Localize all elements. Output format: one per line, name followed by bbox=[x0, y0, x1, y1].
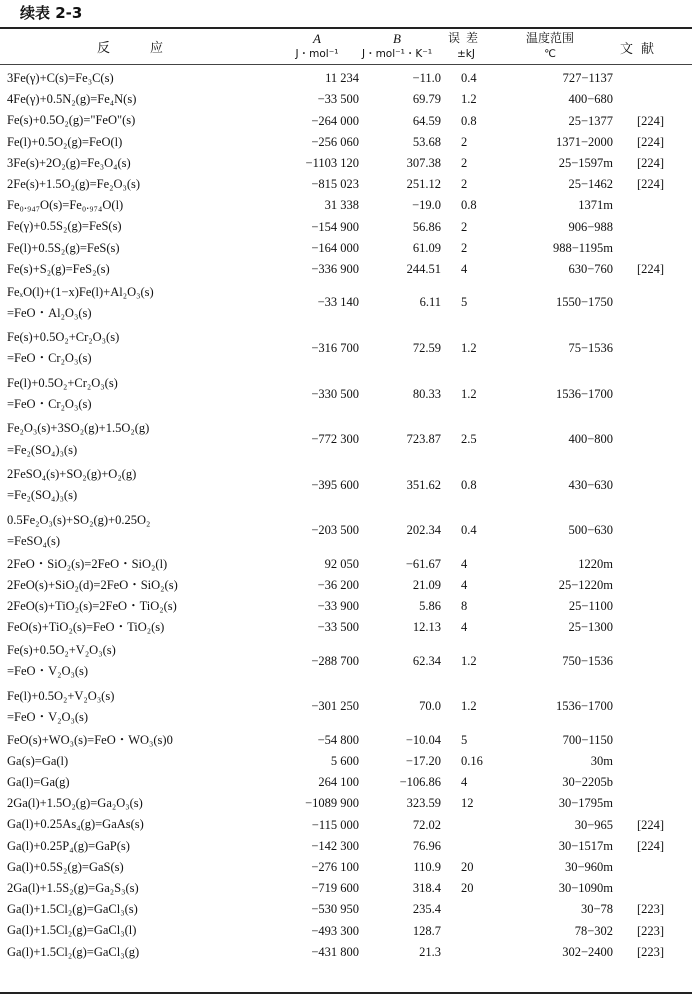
b-value: 235.4 bbox=[412, 902, 441, 917]
temp-range: 25−1220m bbox=[558, 577, 613, 592]
reference bbox=[613, 554, 692, 575]
table-row bbox=[0, 110, 692, 131]
header-b-symbol: B bbox=[393, 31, 401, 46]
b-value: −19.0 bbox=[412, 198, 441, 213]
error-value: 2 bbox=[461, 155, 468, 170]
reaction-line: 2Ga(l)+1.5O₂(g)=Ga₂O₃(s) bbox=[7, 796, 143, 811]
error-value: 5 bbox=[461, 732, 468, 747]
header-rule bbox=[0, 64, 692, 65]
reference bbox=[613, 772, 692, 793]
temp-range: 30−1795m bbox=[558, 796, 613, 811]
reference bbox=[613, 575, 692, 596]
reaction-line: FeO(s)+WO₃(s)=FeO・WO₃(s)0 bbox=[7, 732, 173, 747]
b-value: −17.20 bbox=[405, 753, 441, 768]
b-value: 61.09 bbox=[412, 240, 441, 255]
temp-range: 430−630 bbox=[568, 477, 613, 492]
error-value: 2 bbox=[461, 177, 468, 192]
b-value: 251.12 bbox=[406, 177, 441, 192]
error-value bbox=[441, 920, 513, 941]
reaction-line: Fe(s)+S₂(g)=FeS₂(s) bbox=[7, 261, 110, 276]
reaction-line: Fe(s)+0.5O₂+V₂O₃(s) bbox=[7, 643, 116, 657]
table-body bbox=[0, 68, 692, 963]
temp-range: 30−960m bbox=[564, 859, 613, 874]
a-value: −264 000 bbox=[311, 113, 359, 128]
reaction-cell bbox=[0, 836, 275, 857]
a-value: −530 950 bbox=[311, 902, 359, 917]
reference bbox=[613, 417, 692, 463]
reference: [224] bbox=[637, 261, 665, 276]
header-temp bbox=[510, 30, 590, 62]
reference bbox=[613, 751, 692, 772]
b-value: 323.59 bbox=[406, 796, 441, 811]
reference bbox=[613, 793, 692, 814]
a-value: −36 200 bbox=[317, 577, 359, 592]
reaction-line: Ga(l)+0.5S₂(g)=GaS(s) bbox=[7, 859, 124, 874]
reaction-cell bbox=[0, 259, 275, 280]
table-row bbox=[0, 259, 692, 280]
temp-range: 1371−2000 bbox=[555, 134, 613, 149]
reaction-line: Ga(l)+0.25P₄(g)=GaP(s) bbox=[7, 838, 130, 853]
error-value: 4 bbox=[461, 620, 468, 635]
reaction-cell bbox=[0, 596, 275, 617]
b-value: 64.59 bbox=[412, 113, 441, 128]
reference: [224] bbox=[637, 838, 665, 853]
reaction-cell bbox=[0, 280, 275, 326]
a-value: −330 500 bbox=[311, 386, 359, 401]
b-value: 56.86 bbox=[412, 219, 441, 234]
a-value: −33 500 bbox=[317, 92, 359, 107]
reaction-line: 2FeO・SiO₂(s)=2FeO・SiO₂(l) bbox=[7, 556, 168, 571]
a-value: −336 900 bbox=[311, 261, 359, 276]
reference bbox=[613, 280, 692, 326]
error-value bbox=[441, 899, 513, 920]
reaction-line: Fe₂O₃(s)+3SO₂(g)+1.5O₂(g) bbox=[7, 421, 150, 436]
table-row bbox=[0, 814, 692, 835]
table-row bbox=[0, 508, 692, 554]
reaction-line: Ga(l)+1.5Cl₂(g)=GaCl₃(g) bbox=[7, 944, 140, 959]
error-value: 4 bbox=[461, 577, 468, 592]
b-value: 110.9 bbox=[413, 859, 441, 874]
header-temp-unit: ℃ bbox=[544, 48, 556, 60]
table-row bbox=[0, 326, 692, 372]
temp-range: 25−1597m bbox=[558, 155, 613, 170]
reference bbox=[613, 878, 692, 899]
a-value: −203 500 bbox=[311, 523, 359, 538]
top-rule bbox=[0, 27, 692, 29]
reaction-cell bbox=[0, 195, 275, 216]
temp-range: 500−630 bbox=[568, 523, 613, 538]
reaction-cell bbox=[0, 132, 275, 153]
reaction-cell bbox=[0, 751, 275, 772]
reaction-line: Fe(l)+0.5O₂+V₂O₃(s) bbox=[7, 688, 115, 703]
reaction-line: Ga(l)+0.25As₄(g)=GaAs(s) bbox=[7, 817, 144, 832]
reaction-line: Fe(s)+0.5O₂+Cr₂O₃(s) bbox=[7, 330, 120, 345]
reaction-line: FeO(s)+TiO₂(s)=FeO・TiO₂(s) bbox=[7, 620, 165, 635]
reaction-cell bbox=[0, 730, 275, 751]
table-row bbox=[0, 575, 692, 596]
reaction-cell bbox=[0, 617, 275, 638]
error-value: 0.8 bbox=[461, 477, 477, 492]
a-value: −288 700 bbox=[311, 653, 359, 668]
temp-range: 1536−1700 bbox=[555, 386, 613, 401]
temp-range: 78−302 bbox=[574, 923, 613, 938]
b-value: −61.67 bbox=[405, 556, 441, 571]
header-a-symbol: A bbox=[313, 31, 321, 46]
reaction-cell bbox=[0, 110, 275, 131]
error-value: 0.16 bbox=[461, 753, 483, 768]
b-value: 80.33 bbox=[412, 386, 441, 401]
reaction-line: Ga(l)+1.5Cl₂(g)=GaCl₃(l) bbox=[7, 923, 137, 938]
reaction-line-2: =FeO・V₂O₃(s) bbox=[7, 664, 89, 679]
header-b bbox=[354, 30, 440, 62]
error-value: 2 bbox=[461, 134, 468, 149]
error-value: 5 bbox=[461, 295, 468, 310]
reference: [224] bbox=[637, 113, 665, 128]
table-row bbox=[0, 153, 692, 174]
table-row bbox=[0, 793, 692, 814]
temp-range: 30−1090m bbox=[558, 881, 613, 896]
reference bbox=[613, 326, 692, 372]
header-a bbox=[286, 30, 348, 62]
reaction-cell bbox=[0, 684, 275, 730]
a-value: −301 250 bbox=[311, 699, 359, 714]
a-value: −1103 120 bbox=[305, 155, 359, 170]
b-value: 70.0 bbox=[419, 699, 441, 714]
b-value: 12.13 bbox=[412, 620, 441, 635]
reaction-line: 0.5Fe₂O₃(s)+SO₂(g)+0.25O₂ bbox=[7, 512, 151, 527]
temp-range: 30−1517m bbox=[558, 838, 613, 853]
error-value: 0.8 bbox=[461, 113, 477, 128]
a-value: 31 338 bbox=[324, 198, 359, 213]
reaction-line-2: =Fe₂(SO₄)₃(s) bbox=[7, 442, 78, 457]
reference bbox=[613, 195, 692, 216]
table-row bbox=[0, 617, 692, 638]
reaction-cell bbox=[0, 174, 275, 195]
reference bbox=[613, 508, 692, 554]
error-value: 0.4 bbox=[461, 523, 477, 538]
reaction-cell bbox=[0, 793, 275, 814]
table-row bbox=[0, 684, 692, 730]
table-row bbox=[0, 638, 692, 684]
b-value: 72.59 bbox=[412, 340, 441, 355]
error-value: 20 bbox=[461, 881, 474, 896]
reaction-cell bbox=[0, 153, 275, 174]
error-value: 20 bbox=[461, 859, 474, 874]
reaction-cell bbox=[0, 216, 275, 237]
error-value: 1.2 bbox=[461, 340, 477, 355]
error-value: 0.8 bbox=[461, 198, 477, 213]
table-row bbox=[0, 857, 692, 878]
reaction-line: Fe₀.₉₄₇O(s)=Fe₀.₉₇₄O(l) bbox=[7, 198, 124, 213]
reference bbox=[613, 684, 692, 730]
reference bbox=[613, 596, 692, 617]
b-value: 62.34 bbox=[412, 653, 441, 668]
b-value: 6.11 bbox=[419, 295, 441, 310]
table-row bbox=[0, 730, 692, 751]
a-value: −719 600 bbox=[311, 881, 359, 896]
temp-range: 400−680 bbox=[568, 92, 613, 107]
table-row bbox=[0, 772, 692, 793]
a-value: −493 300 bbox=[311, 923, 359, 938]
error-value: 2 bbox=[461, 219, 468, 234]
reaction-cell bbox=[0, 508, 275, 554]
reference bbox=[613, 371, 692, 417]
table-row bbox=[0, 462, 692, 508]
a-value: 264 100 bbox=[318, 775, 359, 790]
reaction-line: Fe(l)+0.5O₂+Cr₂O₃(s) bbox=[7, 375, 118, 390]
table-row bbox=[0, 942, 692, 963]
b-value: 21.3 bbox=[419, 944, 441, 959]
reaction-line-2: =FeSO₄(s) bbox=[7, 533, 61, 548]
a-value: −1089 900 bbox=[305, 796, 359, 811]
table-row bbox=[0, 216, 692, 237]
b-value: 76.96 bbox=[412, 838, 441, 853]
table-row bbox=[0, 371, 692, 417]
bottom-rule bbox=[0, 992, 692, 994]
reaction-cell bbox=[0, 238, 275, 259]
reaction-cell bbox=[0, 857, 275, 878]
reaction-line-2: =FeO・Al₂O₃(s) bbox=[7, 305, 92, 320]
temp-range: 988−1195m bbox=[552, 240, 613, 255]
b-value: 351.62 bbox=[406, 477, 441, 492]
reference: [223] bbox=[637, 902, 665, 917]
table-row bbox=[0, 195, 692, 216]
error-value: 1.2 bbox=[461, 699, 477, 714]
header-temp-label: 温度范围 bbox=[525, 31, 574, 45]
temp-range: 1550−1750 bbox=[555, 295, 613, 310]
temp-range: 30−965 bbox=[574, 817, 613, 832]
reaction-line-2: =Fe₂(SO₄)₃(s) bbox=[7, 488, 78, 503]
error-value: 0.4 bbox=[461, 71, 477, 86]
reaction-cell bbox=[0, 68, 275, 89]
table-row bbox=[0, 836, 692, 857]
reaction-cell bbox=[0, 462, 275, 508]
table-row bbox=[0, 417, 692, 463]
a-value: −33 140 bbox=[317, 295, 359, 310]
temp-range: 25−1462 bbox=[568, 177, 613, 192]
header-reaction: 反应 bbox=[96, 41, 203, 56]
reference: [223] bbox=[637, 923, 665, 938]
reaction-line: Ga(l)+1.5Cl₂(g)=GaCl₃(s) bbox=[7, 902, 138, 917]
reference bbox=[613, 638, 692, 684]
reaction-cell bbox=[0, 878, 275, 899]
b-value: 69.79 bbox=[412, 92, 441, 107]
a-value: −142 300 bbox=[311, 838, 359, 853]
error-value bbox=[441, 814, 513, 835]
table-row bbox=[0, 596, 692, 617]
table-row bbox=[0, 920, 692, 941]
error-value: 2.5 bbox=[461, 432, 477, 447]
temp-range: 1220m bbox=[578, 556, 613, 571]
reference bbox=[613, 462, 692, 508]
reaction-line: 4Fe(γ)+0.5N₂(g)=Fe₄N(s) bbox=[7, 92, 137, 107]
error-value: 1.2 bbox=[461, 653, 477, 668]
reaction-cell bbox=[0, 417, 275, 463]
error-value: 8 bbox=[461, 599, 468, 614]
reaction-cell bbox=[0, 554, 275, 575]
temp-range: 30m bbox=[590, 753, 613, 768]
error-value: 1.2 bbox=[461, 386, 477, 401]
b-value: −10.04 bbox=[405, 732, 441, 747]
reaction-cell bbox=[0, 920, 275, 941]
a-value: −154 900 bbox=[311, 219, 359, 234]
temp-range: 630−760 bbox=[568, 261, 613, 276]
b-value: 72.02 bbox=[412, 817, 441, 832]
header-error-unit: ±kJ bbox=[457, 48, 475, 60]
table-row bbox=[0, 132, 692, 153]
a-value: −431 800 bbox=[311, 944, 359, 959]
temp-range: 25−1377 bbox=[568, 113, 613, 128]
temp-range: 700−1150 bbox=[562, 732, 613, 747]
reference bbox=[613, 68, 692, 89]
reaction-line-2: =FeO・Cr₂O₃(s) bbox=[7, 351, 92, 366]
a-value: −115 000 bbox=[311, 817, 359, 832]
a-value: 5 600 bbox=[330, 753, 359, 768]
reference bbox=[613, 216, 692, 237]
reaction-cell bbox=[0, 942, 275, 963]
table-caption: 续表 2-3 bbox=[20, 4, 83, 22]
a-value: −316 700 bbox=[311, 340, 359, 355]
reference bbox=[613, 857, 692, 878]
reaction-line: 3Fe(γ)+C(s)=Fe₃C(s) bbox=[7, 71, 114, 85]
reaction-line: Fe(s)+0.5O₂(g)="FeO"(s) bbox=[7, 113, 136, 128]
reference: [224] bbox=[637, 817, 665, 832]
temp-range: 750−1536 bbox=[562, 653, 613, 668]
a-value: −33 500 bbox=[317, 620, 359, 635]
b-value: 723.87 bbox=[406, 432, 441, 447]
reaction-cell bbox=[0, 772, 275, 793]
reference: [223] bbox=[637, 944, 665, 959]
b-value: 128.7 bbox=[412, 923, 441, 938]
temp-range: 30−2205b bbox=[562, 775, 613, 790]
table-row bbox=[0, 68, 692, 89]
a-value: −54 800 bbox=[317, 732, 359, 747]
table-row bbox=[0, 554, 692, 575]
table-row bbox=[0, 89, 692, 110]
error-value: 4 bbox=[461, 775, 468, 790]
error-value: 4 bbox=[461, 261, 468, 276]
table-row bbox=[0, 174, 692, 195]
b-value: −11.0 bbox=[412, 71, 441, 86]
header-error-label: 误差 bbox=[447, 31, 484, 45]
reaction-line-2: =FeO・V₂O₃(s) bbox=[7, 709, 89, 724]
error-value: 2 bbox=[461, 240, 468, 255]
reference: [224] bbox=[637, 177, 665, 192]
b-value: 53.68 bbox=[412, 134, 441, 149]
reference bbox=[613, 89, 692, 110]
reaction-cell bbox=[0, 89, 275, 110]
a-value: −33 900 bbox=[317, 599, 359, 614]
b-value: 202.34 bbox=[406, 523, 441, 538]
error-value bbox=[441, 942, 513, 963]
temp-range: 1371m bbox=[578, 198, 613, 213]
error-value: 12 bbox=[461, 796, 474, 811]
temp-range: 906−988 bbox=[568, 219, 613, 234]
error-value bbox=[441, 836, 513, 857]
b-value: 307.38 bbox=[406, 155, 441, 170]
temp-range: 25−1300 bbox=[568, 620, 613, 635]
reaction-line: 2Fe(s)+1.5O₂(g)=Fe₂O₃(s) bbox=[7, 177, 141, 192]
reaction-line: 3Fe(s)+2O₂(g)=Fe₃O₄(s) bbox=[7, 155, 131, 170]
reaction-line: Ga(l)=Ga(g) bbox=[7, 775, 70, 789]
a-value: −395 600 bbox=[311, 477, 359, 492]
b-value: 5.86 bbox=[419, 599, 441, 614]
a-value: −815 023 bbox=[311, 177, 359, 192]
reaction-line: Fe(l)+0.5O₂(g)=FeO(l) bbox=[7, 134, 123, 149]
data-table bbox=[0, 68, 692, 963]
b-value: −106.86 bbox=[399, 775, 441, 790]
temp-range: 1536−1700 bbox=[555, 699, 613, 714]
a-value: −276 100 bbox=[311, 859, 359, 874]
temp-range: 400−800 bbox=[568, 432, 613, 447]
b-value: 318.4 bbox=[412, 881, 441, 896]
a-value: −256 060 bbox=[311, 134, 359, 149]
a-value: 11 234 bbox=[325, 71, 359, 86]
temp-range: 30−78 bbox=[580, 902, 613, 917]
header-b-unit: J・mol⁻¹・K⁻¹ bbox=[361, 48, 433, 60]
reaction-line: FeₓO(l)+(1−x)Fe(l)+Al₂O₃(s) bbox=[7, 284, 154, 299]
reaction-cell bbox=[0, 326, 275, 372]
reaction-line: Fe(l)+0.5S₂(g)=FeS(s) bbox=[7, 240, 120, 255]
a-value: 92 050 bbox=[324, 556, 359, 571]
reaction-line-2: =FeO・Cr₂O₃(s) bbox=[7, 397, 92, 412]
table-row bbox=[0, 751, 692, 772]
error-value: 1.2 bbox=[461, 92, 477, 107]
reaction-cell bbox=[0, 575, 275, 596]
temp-range: 727−1137 bbox=[562, 71, 613, 86]
reaction-line: 2FeO(s)+SiO₂(d)=2FeO・SiO₂(s) bbox=[7, 577, 178, 592]
temp-range: 75−1536 bbox=[568, 340, 613, 355]
reaction-cell bbox=[0, 371, 275, 417]
reaction-cell bbox=[0, 638, 275, 684]
reference bbox=[613, 730, 692, 751]
a-value: −164 000 bbox=[311, 240, 359, 255]
reaction-line: Ga(s)=Ga(l) bbox=[7, 753, 69, 768]
header-error bbox=[440, 30, 492, 62]
error-value: 4 bbox=[461, 556, 468, 571]
b-value: 21.09 bbox=[412, 577, 441, 592]
reference: [224] bbox=[637, 155, 665, 170]
reaction-cell bbox=[0, 899, 275, 920]
reference bbox=[613, 617, 692, 638]
b-value: 244.51 bbox=[406, 261, 441, 276]
temp-range: 25−1100 bbox=[568, 599, 613, 614]
reaction-line: Fe(γ)+0.5S₂(g)=FeS(s) bbox=[7, 219, 122, 234]
table-row bbox=[0, 280, 692, 326]
reaction-cell bbox=[0, 814, 275, 835]
header-a-unit: J・mol⁻¹ bbox=[295, 48, 339, 60]
table-row bbox=[0, 878, 692, 899]
reaction-line: 2Ga(l)+1.5S₂(g)=Ga₂S₃(s) bbox=[7, 881, 139, 896]
reference: [224] bbox=[637, 134, 665, 149]
a-value: −772 300 bbox=[311, 432, 359, 447]
reference bbox=[613, 238, 692, 259]
reaction-line: 2FeSO₄(s)+SO₂(g)+O₂(g) bbox=[7, 467, 137, 481]
reaction-line: 2FeO(s)+TiO₂(s)=2FeO・TiO₂(s) bbox=[7, 599, 177, 613]
temp-range: 302−2400 bbox=[562, 944, 613, 959]
table-row bbox=[0, 238, 692, 259]
table-row bbox=[0, 899, 692, 920]
header-reference: 文献 bbox=[620, 42, 663, 57]
